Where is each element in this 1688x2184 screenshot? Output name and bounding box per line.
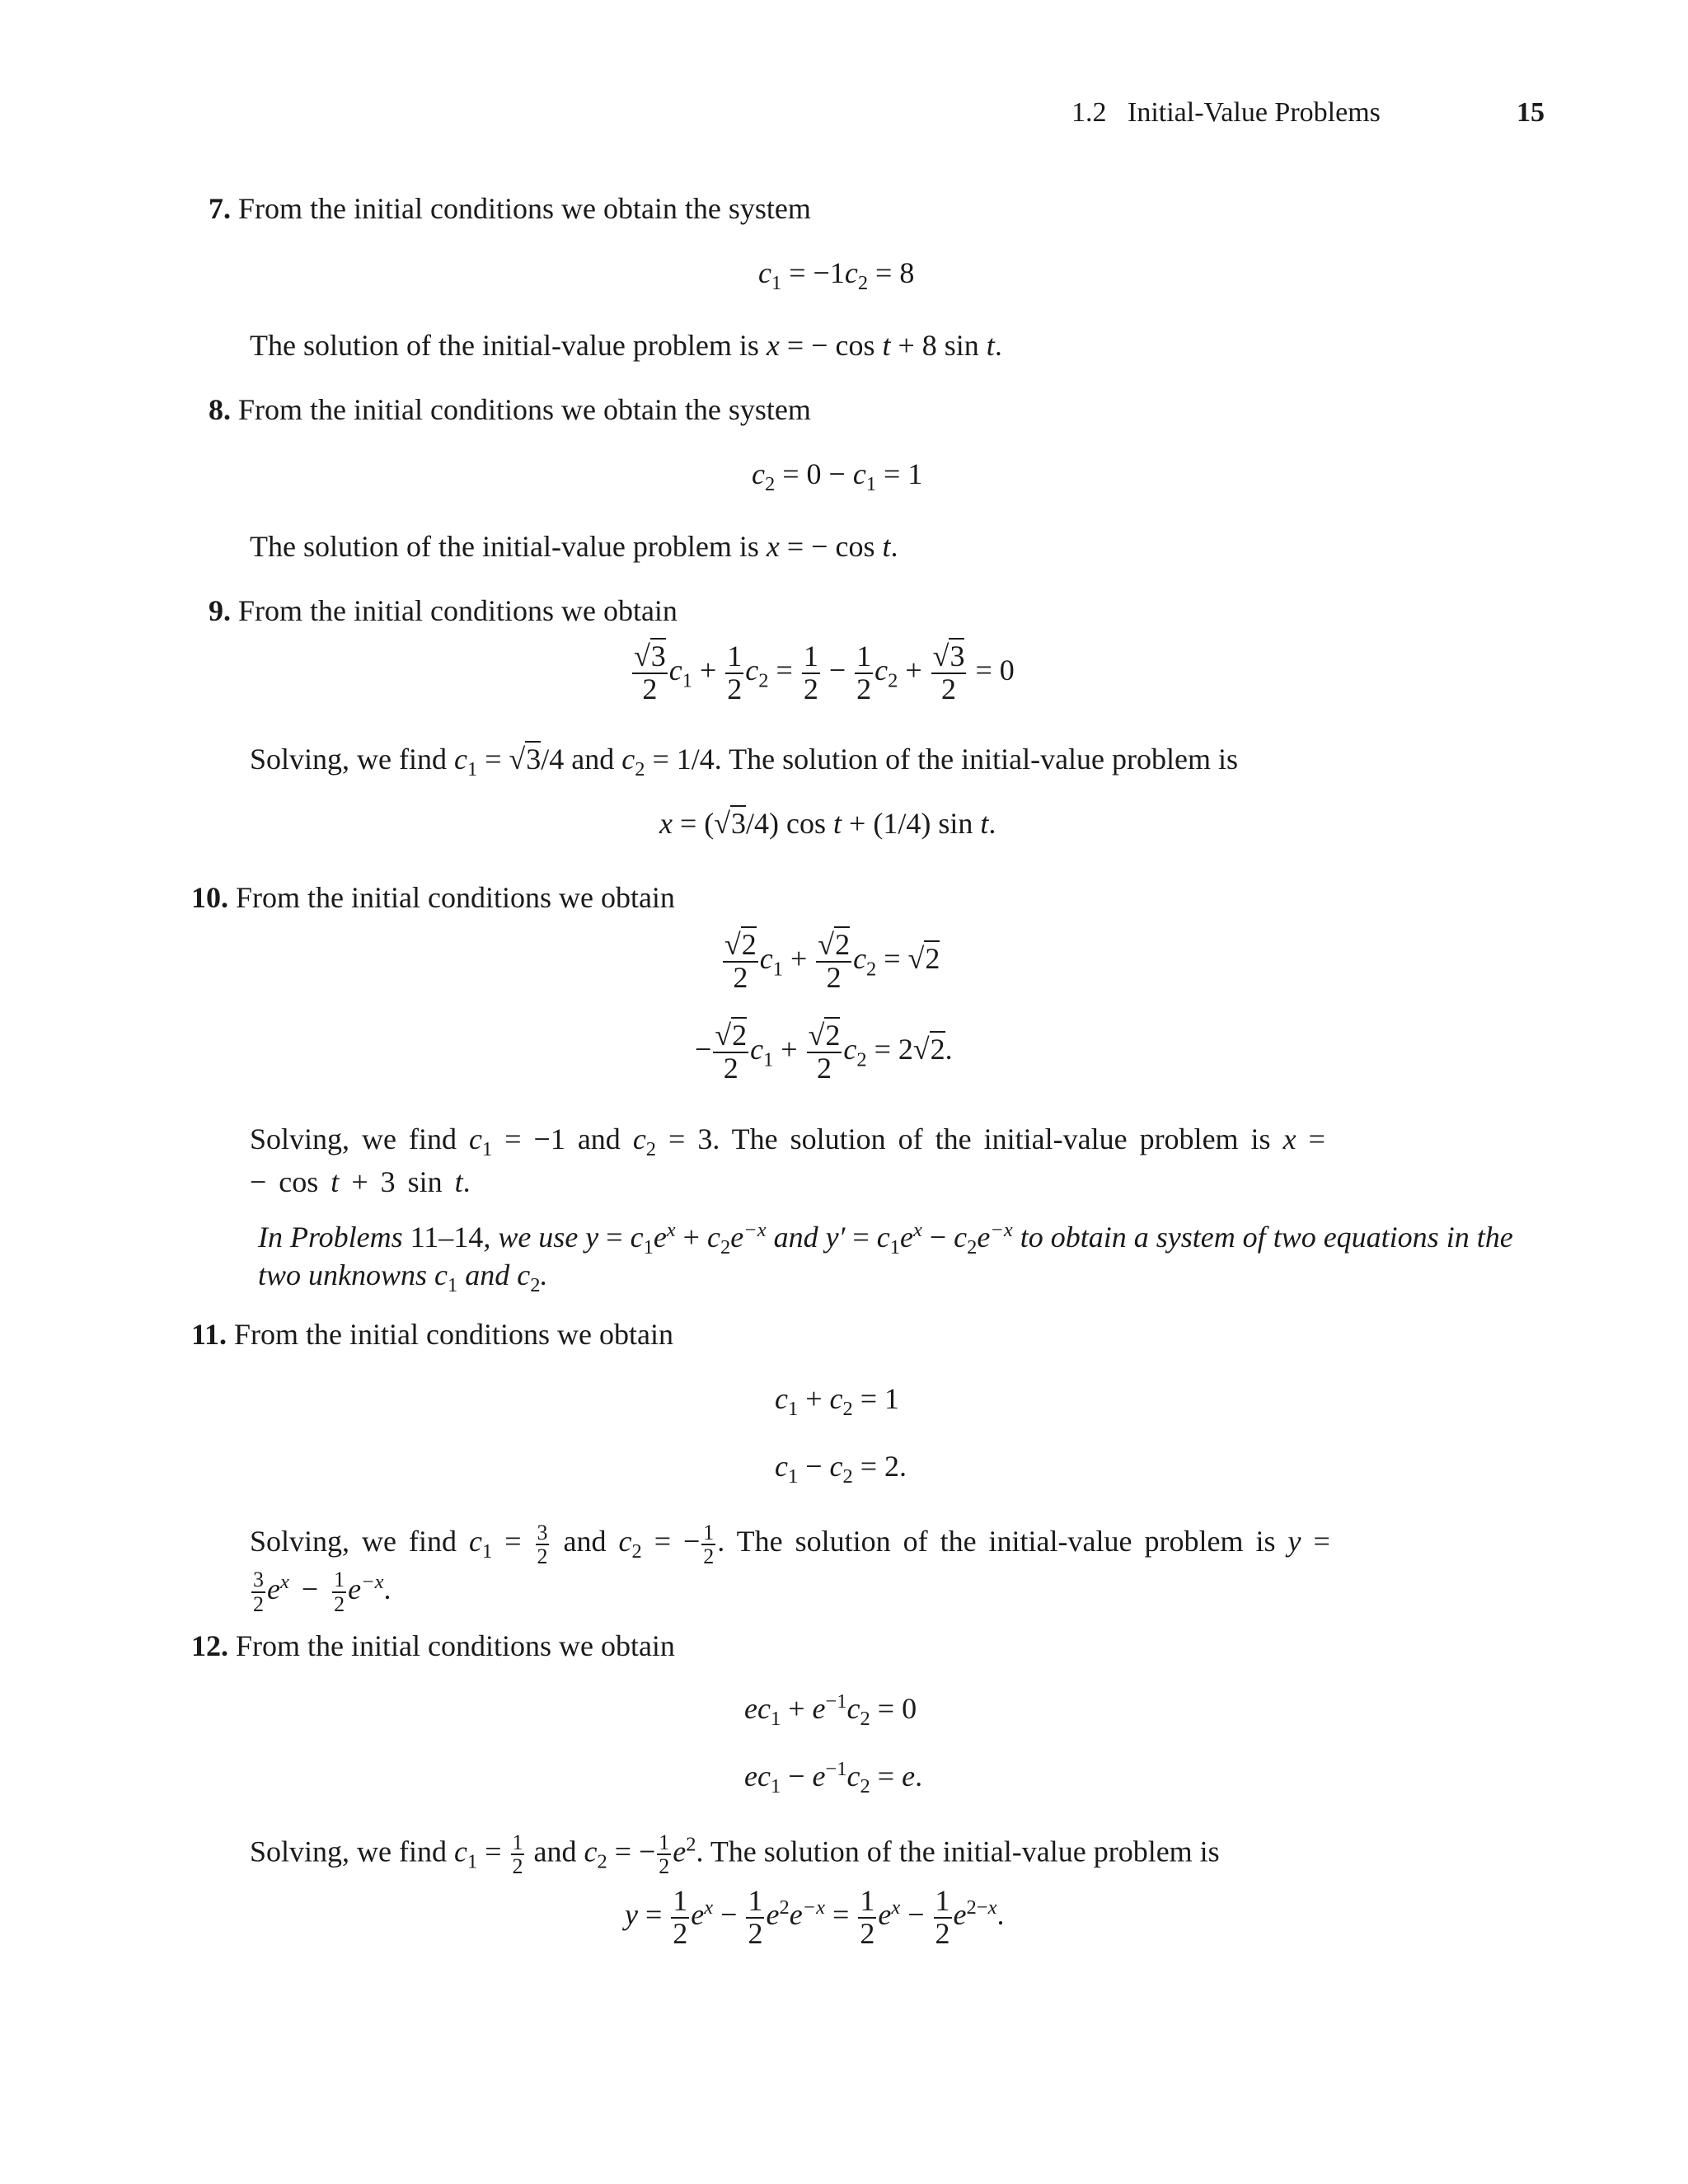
problem-11-eq2: $c_1 - c_2 = 2$. <box>775 1450 907 1488</box>
problem-10-solving: Solving, we find $c_1 = -1$ and $c_2 = 3$. The solution of the initial-value problem is x = − cos t + 3 sin t. <box>250 1122 1325 1198</box>
problem-text: From the initial conditions we obtain <box>236 881 675 914</box>
page-number: 15 <box>1517 97 1545 128</box>
problem-12-eq1: $ec_1 + e^{-1}c_2 = 0$ <box>744 1690 917 1731</box>
running-header <box>1071 97 1381 129</box>
problem-12-eq2: $ec_1 - e^{-1}c_2 = e$. <box>744 1758 923 1798</box>
problem-10-eq1: $\frac{√2}{2}$ $c_1$ + $\frac{√2}{2}$ $c_2 = √2$ <box>724 928 940 994</box>
problem-9-equation: $\frac{√3}{2}$ $c_1$ + $\frac{1}{2}$ $c_2$ = $\frac{1}{2}$ − $\frac{1}{2}$ $c_2$ + $\frac{√3}{2}$ = 0 <box>634 640 1015 705</box>
problem-11-solving: Solving, we find $c_1$ = $\frac{3}{2}$ and $c_2$ = − $\frac{1}{2}$ . The solution of the initial-value problem is y = $\frac{3}{2}$ $e^x$ − $\frac{1}{2}$ $e^{-x}$. <box>250 1520 1330 1616</box>
problems-11-14-note: In Problems 11–14, we use $y = c_1e^x + c_2e^{-x}$ and $y' = c_1e^x - c_2e^{-x}$ to obtain a system of two equations in the two unknowns $c_1$ and $c_2$. <box>258 1219 1513 1297</box>
problem-text: From the initial conditions we obtain <box>236 1629 675 1662</box>
equation: $c_1 = -1c_2 = 8$ <box>758 256 915 295</box>
problem-7-solution: The solution of the initial-value problem is x = − cos t + 8 sin t. <box>250 329 1002 362</box>
problem-12-intro <box>191 1629 675 1663</box>
problem-number: 11. <box>191 1318 227 1351</box>
problem-8-intro <box>209 392 811 427</box>
problem-number: 12. <box>191 1629 228 1662</box>
problem-10-intro <box>191 880 675 915</box>
problem-text: From the initial conditions we obtain the system <box>238 192 811 225</box>
problem-11-intro <box>191 1317 673 1352</box>
problem-7-intro <box>209 191 811 226</box>
problem-11-eq1: $c_1 + c_2 = 1$ <box>775 1382 900 1421</box>
problem-8-system: $c_2 = 0 - c_1 = 1$ <box>752 457 923 496</box>
problem-number: 9. <box>209 594 231 627</box>
problem-number: 7. <box>209 192 231 225</box>
problem-9-result: x = (√3/4) cos t + (1/4) sin t. <box>659 807 996 840</box>
section-title: 1.2 Initial-Value Problems <box>1071 97 1381 128</box>
problem-text: From the initial conditions we obtain <box>238 594 678 627</box>
problem-8-solution: The solution of the initial-value problem is x = − cos t. <box>250 530 898 563</box>
problem-number: 8. <box>209 393 231 426</box>
problem-text: From the initial conditions we obtain the system <box>238 393 811 426</box>
problem-7-system <box>758 255 915 295</box>
problem-9-intro <box>209 593 678 628</box>
problem-text: From the initial conditions we obtain <box>234 1318 673 1351</box>
problem-12-solving: Solving, we find $c_1$ = $\frac{1}{2}$ and $c_2$ = − $\frac{1}{2}$ $e^2$. The solution of the initial-value problem is <box>250 1830 1220 1879</box>
problem-10-eq2: − $\frac{√2}{2}$ $c_1$ + $\frac{√2}{2}$ $c_2 = 2√2$. <box>695 1019 953 1085</box>
problem-12-result: y = $\frac{1}{2}$ $e^x$ − $\frac{1}{2}$ $e^2e^{-x}$ = $\frac{1}{2}$ $e^x$ − $\frac{1}{2}$ $e^{2-x}$. <box>625 1884 1005 1950</box>
problem-9-solving: Solving, we find $c_1 = √3/4$ and $c_2 = 1/4$. The solution of the initial-value problem is <box>250 743 1239 781</box>
problem-number: 10. <box>191 881 228 914</box>
